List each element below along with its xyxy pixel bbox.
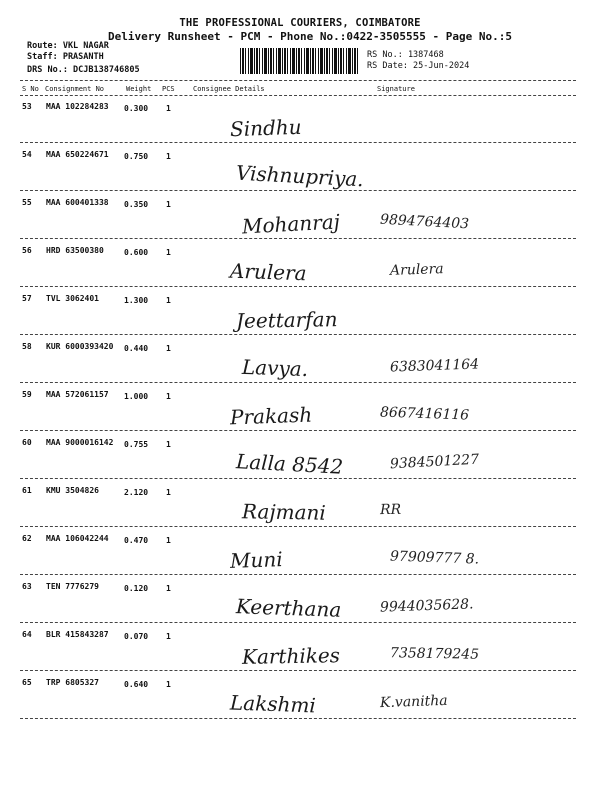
barcode	[240, 48, 360, 74]
drs-number: DRS No.: DCJB138746805	[27, 65, 140, 75]
row-weight: 0.300	[124, 104, 149, 113]
row-consignee-handwriting: Mohanraj	[241, 209, 341, 239]
row-divider	[20, 670, 576, 671]
col-signature: Signature	[377, 85, 415, 93]
row-consignee-handwriting: Rajmani	[241, 499, 327, 525]
row-weight: 0.640	[124, 680, 149, 689]
row-weight: 0.750	[124, 152, 149, 161]
row-consignment: MAA 650224671	[46, 150, 109, 159]
row-consignment: TRP 6805327	[46, 678, 99, 687]
row-consignment: BLR 415843287	[46, 630, 109, 639]
row-pcs: 1	[166, 584, 171, 593]
row-consignee-handwriting: Jeettarfan	[235, 307, 338, 333]
row-sno: 54	[22, 150, 32, 159]
row-consignee-handwriting: Sindhu	[229, 114, 302, 142]
rs-number: RS No.: 1387468	[367, 50, 444, 60]
row-pcs: 1	[166, 392, 171, 401]
row-weight: 1.000	[124, 392, 149, 401]
row-pcs: 1	[166, 200, 171, 209]
column-divider	[20, 95, 576, 96]
row-weight: 0.755	[124, 440, 149, 449]
row-consignee-handwriting: Prakash	[229, 402, 313, 430]
row-sno: 55	[22, 198, 32, 207]
row-consignee-handwriting: Arulera	[229, 258, 308, 286]
header-divider	[20, 80, 576, 81]
row-divider	[20, 526, 576, 527]
col-consignee: Consignee Details	[193, 85, 265, 93]
row-divider	[20, 382, 576, 383]
row-signature-handwriting: K.vanitha	[379, 692, 448, 712]
row-pcs: 1	[166, 152, 171, 161]
row-consignment: MAA 572061157	[46, 390, 109, 399]
row-divider	[20, 622, 576, 623]
row-signature-handwriting: 8667416116	[379, 404, 470, 424]
row-signature-handwriting: 6383041164	[389, 356, 480, 376]
col-weight: Weight	[126, 85, 152, 93]
row-divider	[20, 574, 576, 575]
row-signature-handwriting: RR	[379, 501, 402, 519]
row-pcs: 1	[166, 680, 171, 689]
rs-date: RS Date: 25-Jun-2024	[367, 61, 470, 71]
row-pcs: 1	[166, 296, 171, 305]
row-weight: 0.070	[124, 632, 149, 641]
row-consignee-handwriting: Lalla 8542	[235, 449, 344, 479]
row-consignee-handwriting: Muni	[229, 547, 284, 573]
row-consignee-handwriting: Karthikes	[241, 643, 341, 669]
row-sno: 63	[22, 582, 32, 591]
row-consignment: TEN 7776279	[46, 582, 99, 591]
row-weight: 0.470	[124, 536, 149, 545]
row-sno: 57	[22, 294, 32, 303]
row-pcs: 1	[166, 488, 171, 497]
row-consignment: MAA 600401338	[46, 198, 109, 207]
row-consignment: KUR 6000393420	[46, 342, 114, 351]
sheet-title: THE PROFESSIONAL COURIERS, COIMBATORE	[179, 17, 421, 29]
row-pcs: 1	[166, 536, 171, 545]
row-consignment: KMU 3504826	[46, 486, 99, 495]
staff-label: Staff: PRASANTH	[27, 52, 104, 62]
row-divider	[20, 718, 576, 719]
row-weight: 0.120	[124, 584, 149, 593]
row-signature-handwriting: Arulera	[389, 261, 444, 279]
row-pcs: 1	[166, 104, 171, 113]
row-consignment: HRD 63500380	[46, 246, 104, 255]
row-signature-handwriting: 7358179245	[389, 645, 480, 663]
row-sno: 60	[22, 438, 32, 447]
row-signature-handwriting: 9384501227	[389, 451, 480, 473]
row-sno: 61	[22, 486, 32, 495]
row-sno: 59	[22, 390, 32, 399]
row-sno: 62	[22, 534, 32, 543]
row-divider	[20, 142, 576, 143]
col-pcs: PCS	[162, 85, 175, 93]
row-consignment: MAA 106042244	[46, 534, 109, 543]
route-label: Route: VKL NAGAR	[27, 41, 109, 51]
row-consignee-handwriting: Vishnupriya.	[235, 160, 365, 192]
row-divider	[20, 334, 576, 335]
col-consignment: Consignment No	[45, 85, 105, 93]
row-consignment: TVL 3062401	[46, 294, 99, 303]
row-sno: 65	[22, 678, 32, 687]
row-pcs: 1	[166, 440, 171, 449]
row-consignee-handwriting: Keerthana	[235, 594, 342, 622]
row-divider	[20, 478, 576, 479]
row-pcs: 1	[166, 248, 171, 257]
row-divider	[20, 190, 576, 191]
row-signature-handwriting: 97909777 8.	[389, 548, 480, 568]
row-weight: 2.120	[124, 488, 149, 497]
row-weight: 1.300	[124, 296, 149, 305]
row-sno: 53	[22, 102, 32, 111]
row-signature-handwriting: 9944035628.	[379, 596, 474, 616]
row-divider	[20, 238, 576, 239]
row-weight: 0.600	[124, 248, 149, 257]
row-signature-handwriting: 9894764403	[379, 211, 470, 233]
row-consignment: MAA 102284283	[46, 102, 109, 111]
row-consignment: MAA 9000016142	[46, 438, 114, 447]
col-sno: S No	[22, 85, 39, 93]
row-weight: 0.440	[124, 344, 149, 353]
row-consignee-handwriting: Lavya.	[241, 354, 309, 382]
row-sno: 56	[22, 246, 32, 255]
row-divider	[20, 286, 576, 287]
sheet-subtitle: Delivery Runsheet - PCM - Phone No.:0422-3505555 - Page No.:5	[108, 30, 512, 43]
row-weight: 0.350	[124, 200, 149, 209]
row-consignee-handwriting: Lakshmi	[229, 690, 317, 718]
row-sno: 64	[22, 630, 32, 639]
row-sno: 58	[22, 342, 32, 351]
row-pcs: 1	[166, 632, 171, 641]
row-divider	[20, 430, 576, 431]
row-pcs: 1	[166, 344, 171, 353]
